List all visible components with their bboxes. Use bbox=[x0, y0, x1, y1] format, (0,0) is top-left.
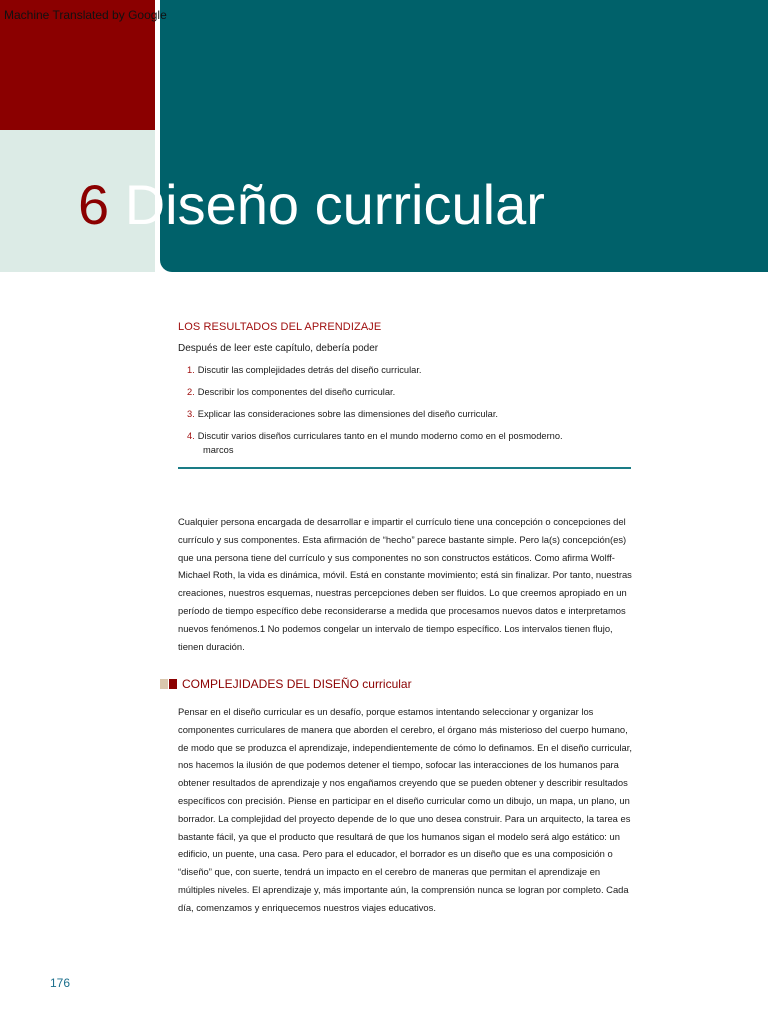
section-heading bbox=[160, 677, 412, 691]
outcome-text: Describir los componentes del diseño curricular. bbox=[197, 387, 396, 397]
outcome-item bbox=[187, 407, 633, 421]
outcome-text: Explicar las consideraciones sobre las dimensiones del diseño curricular. bbox=[197, 409, 498, 419]
section-paragraph: Pensar en el diseño curricular es un desafío, porque estamos intentando seleccionar y organizar los componentes curriculares de manera que aborden el cerebro, el órgano más misterioso del cuerpo humano, de modo que se produzca el aprendizaje, independientemente de cómo lo definamos. En el diseño curricular, nos hacemos la ilusión de que podemos detener el tiempo, sofocar las interacciones de los humanos para obtener resultados de aprendizaje y nos engañamos creyendo que se pueden obtener y describir resultados específicos con precisión. Piense en participar en el diseño curricular como un dibujo, un mapa, un plano, un borrador. La complejidad del proyecto depende de lo que uno desea construir. Para un arquitecto, la tarea es bastante fácil, ya que el producto que resultará de que los humanos sigan el modelo será algo estático: un edificio, un puente, una casa. Pero para el educador, el borrador es un diseño que es una composición o “diseño” que, con suerte, tendrá un impacto en el cerebro de maneras que permitan el aprendizaje en múltiples niveles. El aprendizaje y, más importante aún, la comprensión nunca se logran por completo. Cada día, comenzamos y enriquecemos nuestros viajes educativos. bbox=[178, 706, 632, 913]
outcome-number: 4. bbox=[187, 431, 195, 441]
section-bullet-light-icon bbox=[160, 679, 168, 689]
outcome-text: Discutir las complejidades detrás del diseño curricular. bbox=[197, 365, 422, 375]
outcome-text-continuation: marcos bbox=[203, 445, 234, 455]
learning-outcomes-list bbox=[178, 363, 633, 457]
outcomes-divider bbox=[178, 467, 631, 469]
chapter-title bbox=[78, 172, 545, 238]
machine-translated-label: Machine Translated by Google bbox=[4, 8, 167, 22]
chapter-number: 6 bbox=[78, 173, 110, 236]
outcome-number: 1. bbox=[187, 365, 195, 375]
section-title: COMPLEJIDADES DEL DISEÑO curricular bbox=[182, 677, 412, 691]
outcome-number: 3. bbox=[187, 409, 195, 419]
intro-paragraph: Cualquier persona encargada de desarrollar e impartir el currículo tiene una concepción o concepciones del currículo y sus componentes. Esta afirmación de “hecho” parece bastante simple. Pero la(s) concepción(es) que una persona tiene del currículo y sus componentes no son constructos estáticos. Como afirma Wolff-Michael Roth, la vida es dinámica, móvil. Está en constante movimiento; está sin finalizar. Por tanto, nuestras creaciones, nuestros esquemas, nuestras percepciones deben ser fluidos. Lo que creemos apropiado en un período de tiempo específico debe reconsiderarse a medida que procesamos nuevos datos e interpretamos nuevos fenómenos.1 No podemos congelar un intervalo de tiempo específico. Los intervalos tienen flujo, tienen duración. bbox=[178, 516, 632, 652]
learning-outcomes-heading: LOS RESULTADOS DEL APRENDIZAJE bbox=[178, 321, 382, 333]
section-bullet-dark-icon bbox=[169, 679, 177, 689]
learning-outcomes-intro: Después de leer este capítulo, debería poder bbox=[178, 343, 379, 354]
outcome-item bbox=[187, 363, 633, 377]
outcome-number: 2. bbox=[187, 387, 195, 397]
outcome-item bbox=[187, 385, 633, 399]
learning-outcomes-box bbox=[178, 321, 633, 465]
outcome-item bbox=[187, 429, 633, 457]
page-number: 176 bbox=[50, 976, 71, 990]
chapter-name: Diseño curricular bbox=[124, 173, 545, 236]
outcome-text: Discutir varios diseños curriculares tanto en el mundo moderno como en el posmoderno. bbox=[197, 431, 563, 441]
